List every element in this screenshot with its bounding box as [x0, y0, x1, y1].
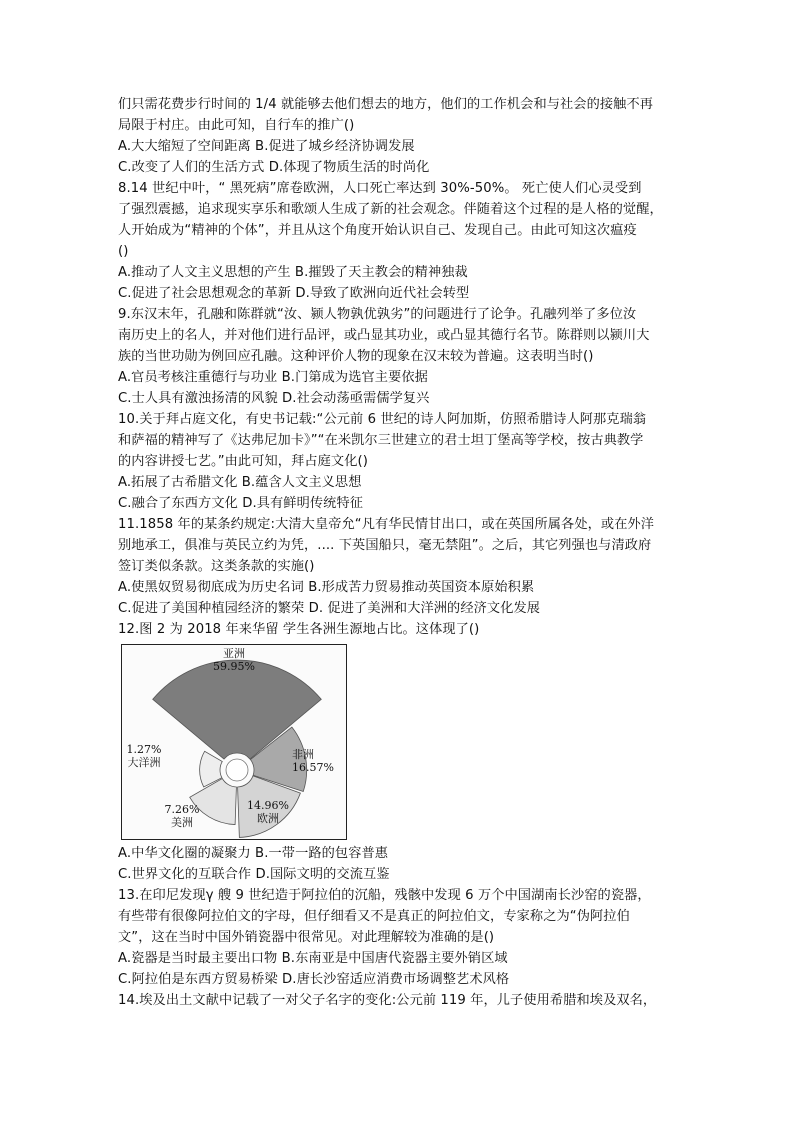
label-asia-name: 亚洲: [223, 647, 245, 660]
text-line: 文”，这在当时中国外销瓷器中很常见。对此理解较为准确的是(): [118, 930, 495, 945]
label-americas-value: 7.26%: [164, 803, 200, 816]
text-line: 8.14 世纪中叶，“ 黑死病”席卷欧洲，人口死亡率达到 30%-50%。 死亡使人们心灵受到: [118, 181, 642, 196]
text-line: A.使黑奴贸易彻底成为历史名词 B.形成苦力贸易推动英国资本原始积累: [118, 580, 535, 595]
text-line: 有些带有很像阿拉伯文的字母，但仔细看又不是真正的阿拉伯文，专家称之为“伪阿拉伯: [118, 909, 630, 924]
text-line: (): [118, 244, 129, 259]
text-line: 13.在印尼发现γ 艘 9 世纪造于阿拉伯的沉船，残骸中发现 6 万个中国湖南长沙窑的瓷器，: [118, 888, 651, 903]
text-line: C.世界文化的互联合作 D.国际文明的交流互鉴: [118, 867, 390, 882]
question-text-bottom: [118, 843, 698, 1011]
text-line: 人开始成为“精神的个体”，并且从这个角度开始认识自己、发现自己。由此可知这次瘟疫: [118, 223, 637, 238]
text-line: 14.埃及出土文献中记载了一对父子名字的变化:公元前 119 年，儿子使用希腊和埃及双名，: [118, 993, 657, 1008]
text-line: 11.1858 年的某条约规定:大清大皇帝允“凡有华民情甘出口，或在英国所属各处，或在外洋: [118, 517, 655, 532]
text-line: C.促进了社会思想观念的革新 D.导致了欧洲向近代社会转型: [118, 286, 470, 301]
text-line: 族的当世功勋为例回应孔融。这种评价人物的现象在汉末较为普遍。这表明当时(): [118, 349, 594, 364]
text-line: 10.关于拜占庭文化，有史书记载:“公元前 6 世纪的诗人阿加斯，仿照希腊诗人阿那克瑞翁: [118, 412, 647, 427]
chart-center-hole: [226, 759, 248, 781]
text-line: 南历史上的名人，并对他们进行品评，或凸显其功业，或凸显其德行名节。陈群则以颍川大: [118, 328, 650, 343]
label-africa-name: 非洲: [292, 748, 314, 761]
text-line: 9.东汉末年，孔融和陈群就“汝、颍人物孰优孰劣”的问题进行了论争。孔融列举了多位汝: [118, 307, 637, 322]
rose-chart-svg: [122, 645, 348, 841]
text-line: C.改变了人们的生活方式 D.体现了物质生活的时尚化: [118, 160, 430, 175]
text-line: 的内容讲授七艺。”由此可知，拜占庭文化(): [118, 454, 368, 469]
text-line: A.中华文化圈的凝聚力 B.一带一路的包容普惠: [118, 846, 389, 861]
text-line: C.融合了东西方文化 D.具有鲜明传统特征: [118, 496, 364, 511]
text-line: 和萨福的精神写了《达弗尼加卡》”“在米凯尔三世建立的君士坦丁堡高等学校，按古典教学: [118, 433, 644, 448]
text-line: 局限于村庄。由此可知，自行车的推广(): [118, 118, 355, 133]
text-line: A.官员考核注重德行与功业 B.门第成为选官主要依据: [118, 370, 428, 385]
label-asia-value: 59.95%: [213, 660, 255, 673]
text-line: A.拓展了古希腊文化 B.蕴含人文主义思想: [118, 475, 362, 490]
text-line: 了强烈震撼，追求现实享乐和歌颂人生成了新的社会观念。伴随着这个过程的是人格的觉醒，: [118, 202, 663, 217]
text-line: 12.图 2 为 2018 年来华留 学生各洲生源地占比。这体现了(): [118, 622, 480, 637]
text-line: C.促进了美国种植园经济的繁荣 D. 促进了美洲和大洋洲的经济文化发展: [118, 601, 541, 616]
label-oceania-value: 1.27%: [126, 743, 162, 756]
text-line: A.推动了人文主义思想的产生 B.摧毁了天主教会的精神独裁: [118, 265, 468, 280]
slice-americas: [190, 779, 237, 825]
text-line: A.瓷器是当时最主要出口物 B.东南亚是中国唐代瓷器主要外销区域: [118, 951, 508, 966]
text-line: A.大大缩短了空间距离 B.促进了城乡经济协调发展: [118, 139, 415, 154]
label-africa-value: 16.57%: [292, 761, 334, 774]
text-line: 们只需花费步行时间的 1/4 就能够去他们想去的地方，他们的工作机会和与社会的接触不再: [118, 97, 654, 112]
text-line: C.士人具有激浊扬清的风貌 D.社会动荡亟需儒学复兴: [118, 391, 430, 406]
question-text-top: [118, 94, 698, 640]
label-europe-name: 欧洲: [257, 812, 279, 825]
figure-2-chart: [121, 644, 347, 840]
label-americas-name: 美洲: [171, 816, 193, 829]
label-europe-value: 14.96%: [247, 799, 289, 812]
text-line: 别地承工，俱准与英民立约为凭，.... 下英国船只，毫无禁阻”。之后，其它列强也与清政府: [118, 538, 652, 553]
label-oceania-name: 大洋洲: [127, 756, 161, 769]
text-line: C.阿拉伯是东西方贸易桥梁 D.唐长沙窑适应消费市场调整艺术风格: [118, 972, 510, 987]
text-line: 签订类似条款。这类条款的实施(): [118, 559, 315, 574]
document-page: [118, 94, 698, 1011]
